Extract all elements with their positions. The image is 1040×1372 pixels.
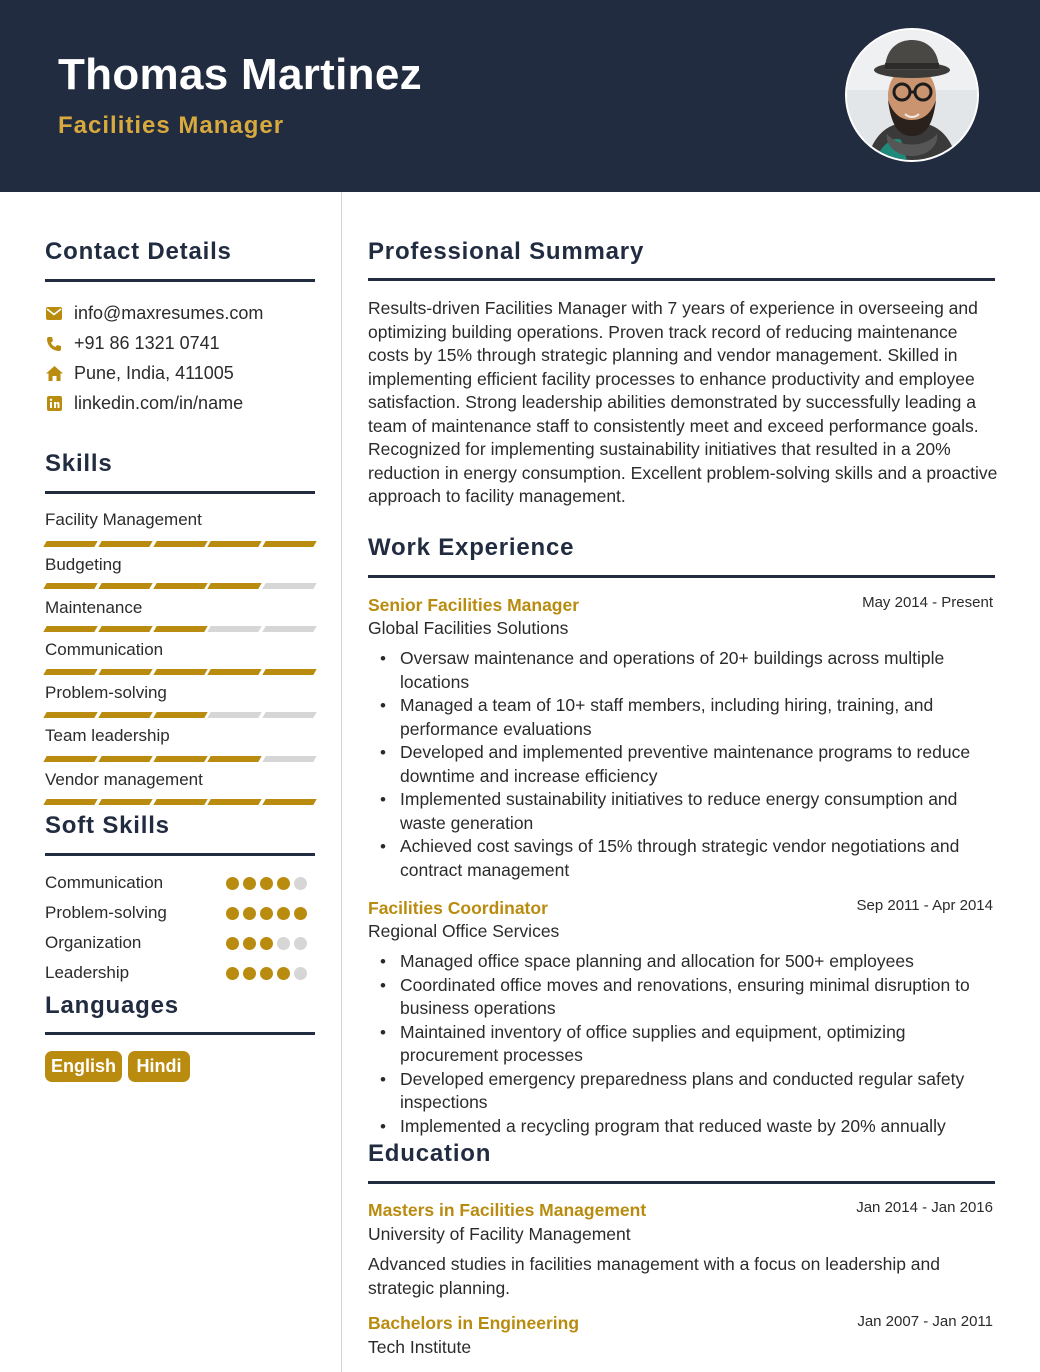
skill-level-segment — [262, 712, 316, 718]
skill-level-segment — [98, 583, 152, 589]
soft-skill-rating — [226, 937, 307, 950]
education-rule — [368, 1181, 995, 1184]
rating-dot — [243, 967, 256, 980]
skills-rule — [45, 491, 315, 494]
skill-level-segment — [262, 756, 316, 762]
skill-level-segment — [98, 712, 152, 718]
contact-phone[interactable] — [45, 333, 220, 354]
rating-dot — [260, 877, 273, 890]
rating-dot — [294, 937, 307, 950]
skill-level-segment — [98, 756, 152, 762]
skill-level-bar — [45, 669, 315, 675]
skill-name: Facility Management — [45, 510, 202, 529]
rating-dot — [226, 907, 239, 920]
degree-school: Tech Institute — [368, 1337, 472, 1357]
job-bullet: • Coordinated office moves and renovations, ensuring minimal disruption to business operations — [368, 974, 998, 1021]
rating-dot — [226, 937, 239, 950]
skill-level-segment — [208, 799, 262, 805]
linkedin-icon — [45, 395, 63, 413]
rating-dot — [277, 877, 290, 890]
column-divider — [341, 192, 342, 1372]
job-bullet: • Implemented sustainability initiatives to reduce energy consumption and waste generation — [368, 788, 998, 835]
rating-dot — [277, 967, 290, 980]
skill-level-segment — [43, 799, 97, 805]
rating-dot — [226, 967, 239, 980]
skill-name: Problem-solving — [45, 683, 167, 702]
job-dates: May 2014 - Present — [862, 594, 993, 611]
job-role: Senior Facilities Manager — [368, 595, 580, 615]
contact-linkedin-text: linkedin.com/in/name — [74, 393, 244, 413]
summary-heading: Professional Summary — [368, 238, 645, 265]
work-rule — [368, 575, 995, 578]
soft-skill-rating — [226, 967, 307, 980]
skill-level-segment — [208, 756, 262, 762]
skill-level-segment — [262, 541, 316, 547]
rating-dot — [294, 967, 307, 980]
contact-heading: Contact Details — [45, 238, 232, 265]
skill-level-segment — [43, 712, 97, 718]
language-badge: Hindi — [128, 1051, 190, 1082]
job-bullet: • Developed emergency preparedness plans and conducted regular safety inspections — [368, 1068, 998, 1115]
languages-rule — [45, 1032, 315, 1035]
degree-dates: Jan 2014 - Jan 2016 — [856, 1199, 993, 1216]
home-icon — [45, 365, 63, 383]
skill-level-segment — [262, 626, 316, 632]
skill-level-segment — [153, 626, 207, 632]
rating-dot — [243, 877, 256, 890]
skill-level-segment — [98, 799, 152, 805]
rating-dot — [260, 967, 273, 980]
job-dates: Sep 2011 - Apr 2014 — [856, 897, 993, 914]
job-company: Global Facilities Solutions — [368, 618, 569, 638]
rating-dot — [277, 907, 290, 920]
job-bullet: • Managed a team of 10+ staff members, including hiring, training, and performance evaluations — [368, 694, 998, 741]
skill-level-bar — [45, 626, 315, 632]
skill-level-segment — [98, 626, 152, 632]
skill-name: Maintenance — [45, 598, 143, 617]
job-bullet: • Achieved cost savings of 15% through strategic vendor negotiations and contract management — [368, 835, 998, 882]
skill-level-segment — [98, 541, 152, 547]
degree-description: Advanced studies in facilities management with a focus on leadership and strategic planning. — [368, 1254, 941, 1298]
soft-skill-name: Problem-solving — [45, 903, 167, 922]
soft-skill-rating — [226, 877, 307, 890]
degree-dates: Jan 2007 - Jan 2011 — [857, 1313, 993, 1330]
soft-skill-name: Leadership — [45, 963, 130, 982]
rating-dot — [294, 907, 307, 920]
rating-dot — [243, 907, 256, 920]
contact-address — [45, 363, 234, 384]
profile-photo-image — [847, 30, 977, 160]
skill-level-segment — [43, 626, 97, 632]
phone-icon — [45, 335, 63, 353]
summary-text: Results-driven Facilities Manager with 7 years of experience in overseeing and optimizing building operations. Proven track record of reducing maintenance costs by 15% through strategic planning and vendor management. Skilled in implementing efficient facility processes to enhance productivity and employee satisfaction. Strong leadership abilities demonstrated by successfully leading a team of maintenance staff to consistently meet and exceed performance goals. Recognized for implementing sustainability initiatives that resulted in a 20% reduction in energy consumption. Excellent problem-solving skills and a proactive approach to facility management. — [368, 298, 998, 506]
skill-level-segment — [262, 799, 316, 805]
contact-email-text: info@maxresumes.com — [74, 303, 264, 323]
soft-skills-rule — [45, 853, 315, 856]
skill-level-bar — [45, 799, 315, 805]
contact-address-text: Pune, India, 411005 — [74, 363, 234, 383]
rating-dot — [294, 877, 307, 890]
skill-name: Vendor management — [45, 770, 203, 789]
skill-level-segment — [153, 541, 207, 547]
skill-level-segment — [98, 669, 152, 675]
skill-level-bar — [45, 712, 315, 718]
summary-rule — [368, 278, 995, 281]
skill-level-segment — [153, 583, 207, 589]
rating-dot — [260, 937, 273, 950]
skill-level-segment — [153, 799, 207, 805]
skill-level-segment — [208, 541, 262, 547]
rating-dot — [243, 937, 256, 950]
rating-dot — [226, 877, 239, 890]
job-bullet: • Implemented a recycling program that reduced waste by 20% annually — [368, 1115, 998, 1139]
skill-level-bar — [45, 583, 315, 589]
rating-dot — [260, 907, 273, 920]
skill-level-segment — [43, 583, 97, 589]
job-bullet: • Oversaw maintenance and operations of 20+ buildings across multiple locations — [368, 647, 998, 694]
skill-level-segment — [43, 669, 97, 675]
contact-email[interactable] — [45, 303, 263, 324]
skill-level-segment — [208, 583, 262, 589]
degree-title: Bachelors in Engineering — [368, 1313, 580, 1333]
job-bullets — [368, 950, 998, 1138]
skill-level-segment — [153, 756, 207, 762]
skill-name: Team leadership — [45, 726, 170, 745]
candidate-title: Facilities Manager — [58, 112, 285, 139]
soft-skills-heading: Soft Skills — [45, 812, 170, 839]
job-company: Regional Office Services — [368, 921, 560, 941]
work-heading: Work Experience — [368, 534, 575, 561]
job-bullet: • Maintained inventory of office supplies and equipment, optimizing procurement processes — [368, 1021, 998, 1068]
resume-header — [0, 0, 1040, 192]
education-heading: Education — [368, 1140, 492, 1167]
contact-rule — [45, 279, 315, 282]
profile-photo — [845, 28, 979, 162]
languages-heading: Languages — [45, 992, 179, 1019]
soft-skill-name: Organization — [45, 933, 142, 952]
job-bullets — [368, 647, 998, 882]
job-role: Facilities Coordinator — [368, 898, 548, 918]
language-badge: English — [45, 1051, 122, 1082]
skill-level-segment — [43, 541, 97, 547]
skill-level-segment — [262, 583, 316, 589]
skill-level-segment — [208, 669, 262, 675]
skill-name: Budgeting — [45, 555, 122, 574]
contact-phone-text: +91 86 1321 0741 — [74, 333, 220, 353]
degree-title: Masters in Facilities Management — [368, 1200, 647, 1220]
job-bullet: • Managed office space planning and allocation for 500+ employees — [368, 950, 998, 974]
soft-skill-rating — [226, 907, 307, 920]
contact-linkedin[interactable] — [45, 393, 243, 414]
degree-school: University of Facility Management — [368, 1224, 631, 1244]
skill-level-segment — [43, 756, 97, 762]
skill-level-segment — [153, 669, 207, 675]
job-bullet: • Developed and implemented preventive maintenance programs to reduce downtime and increase efficiency — [368, 741, 998, 788]
skill-level-segment — [208, 712, 262, 718]
skill-level-segment — [153, 712, 207, 718]
soft-skill-name: Communication — [45, 873, 164, 892]
skill-level-segment — [262, 669, 316, 675]
rating-dot — [277, 937, 290, 950]
envelope-icon — [45, 305, 63, 323]
candidate-name: Thomas Martinez — [58, 50, 422, 99]
skills-heading: Skills — [45, 450, 113, 477]
skill-level-bar — [45, 541, 315, 547]
skill-level-segment — [208, 626, 262, 632]
skill-level-bar — [45, 756, 315, 762]
skill-name: Communication — [45, 640, 164, 659]
